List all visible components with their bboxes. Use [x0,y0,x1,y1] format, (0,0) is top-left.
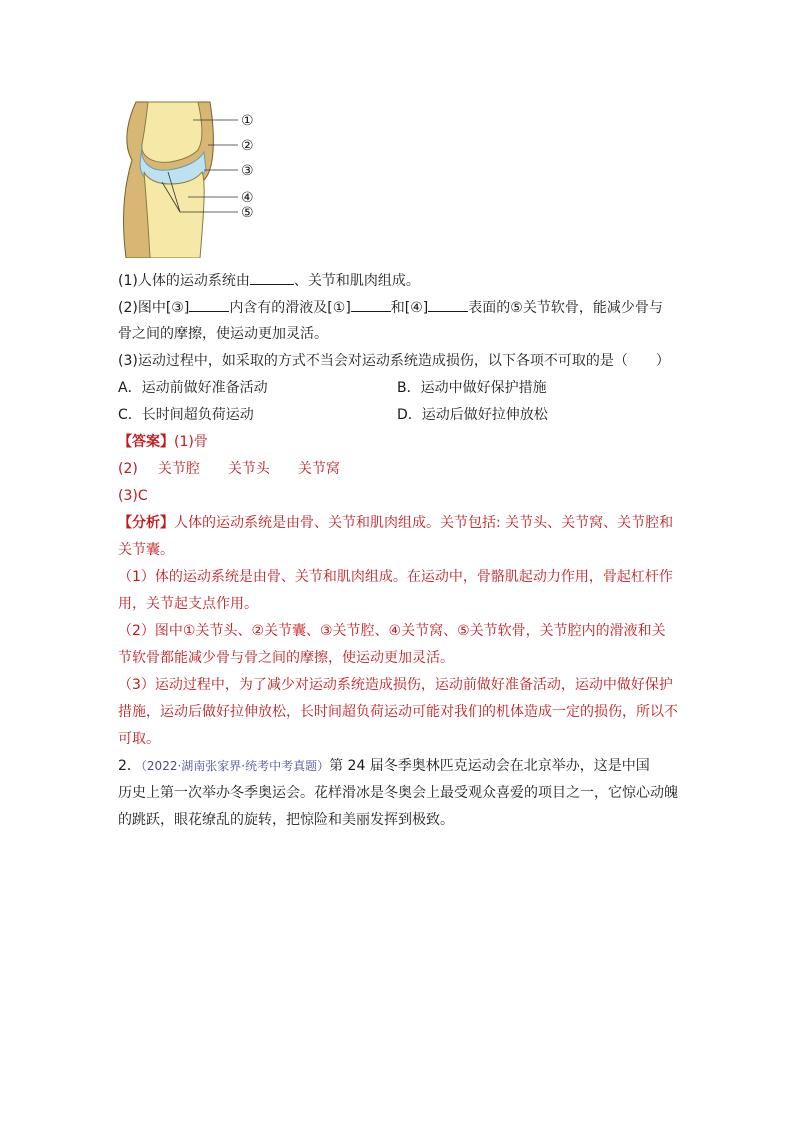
question-next-line1 [118,756,650,776]
answer-3: (3)C [118,488,148,504]
option-a[interactable]: A．运动前做好准备活动 [118,380,268,396]
marker-1: ① [241,113,254,129]
option-c[interactable]: C．长时间超负荷运动 [118,407,254,423]
question-number: 2． [118,758,141,774]
question-next-text: 第 24 届冬季奥林匹克运动会在北京举办，这是中国 [329,758,650,774]
analysis-p1-line1: （1）体的运动系统是由骨、关节和肌肉组成。在运动中，骨骼肌起动力作用，骨起杠杆作 [118,569,673,585]
answer-1: (1)骨 [174,434,208,450]
answer-2 [118,459,340,479]
answer-2-num: (2) [118,461,138,477]
analysis-label: 【分析】 [118,515,174,531]
question-3: (3)运动过程中，如采取的方式不当会对运动系统造成损伤，以下各项不可取的是（ ） [118,353,670,369]
analysis-intro-continued: 关节囊。 [118,542,174,558]
question-1-text: (1)人体的运动系统由 [118,273,250,289]
analysis-p1-line2: 用，关节起支点作用。 [118,596,258,612]
answer-2-item: 关节窝 [297,461,340,477]
answer-blank[interactable] [189,297,229,312]
analysis-intro-text: 人体的运动系统是由骨、关节和肌肉组成。关节包括: 关节头、关节窝、关节腔和 [174,515,674,531]
marker-2: ② [241,138,254,154]
answer-blank[interactable] [250,270,294,285]
analysis-p3-line3: 可取。 [118,731,160,747]
answer-blank[interactable] [351,297,391,312]
question-source: （2022·湖南张家界·统考中考真题） [140,759,330,773]
answer-blank[interactable] [428,297,468,312]
question-1-tail: 、关节和肌肉组成。 [293,273,420,289]
marker-3: ③ [241,163,254,179]
joint-diagram [118,100,268,258]
marker-5: ⑤ [241,205,254,221]
lower-bone-shape [144,172,204,258]
question-2-continued: 骨之间的摩擦，使运动更加灵活。 [118,326,328,342]
analysis-p3-line2: 措施，运动后做好拉伸放松，长时间超负荷运动可能对我们的机体造成一定的损伤，所以不 [118,704,678,720]
answer-label: 【答案】 [118,434,174,450]
question-2-part-a: (2)图中[③] [118,300,190,316]
analysis-p2-line1: （2）图中①关节头、②关节囊、③关节腔、④关节窝、⑤关节软骨，关节腔内的滑液和关 [118,623,666,639]
question-next-line2: 历史上第一次举办冬季奥运会。花样滑冰是冬奥会上最受观众喜爱的项目之一，它惊心动魄 [118,785,678,801]
question-2-part-b: 内含有的滑液及[①] [229,300,351,316]
upper-bone-shape [142,102,202,162]
analysis-p2-line2: 节软骨都能减少骨与骨之间的摩擦，使运动更加灵活。 [118,650,454,666]
answer-2-item: 关节头 [227,461,270,477]
question-1 [118,270,420,291]
option-d[interactable]: D．运动后做好拉伸放松 [397,407,548,423]
question-2 [118,297,663,318]
marker-4: ④ [241,190,254,206]
answer-2-item: 关节腔 [157,461,200,477]
question-2-part-c: 和[④] [390,300,429,316]
analysis-intro [118,513,673,533]
question-2-part-d: 表面的⑤关节软骨，能减少骨与 [468,300,663,316]
analysis-p3-line1: （3）运动过程中，为了减少对运动系统造成损伤，运动前做好准备活动，运动中做好保护 [118,677,673,693]
answer-section [118,432,208,452]
question-next-line3: 的跳跃，眼花缭乱的旋转，把惊险和美丽发挥到极致。 [118,812,454,828]
option-b[interactable]: B．运动中做好保护措施 [397,380,547,396]
